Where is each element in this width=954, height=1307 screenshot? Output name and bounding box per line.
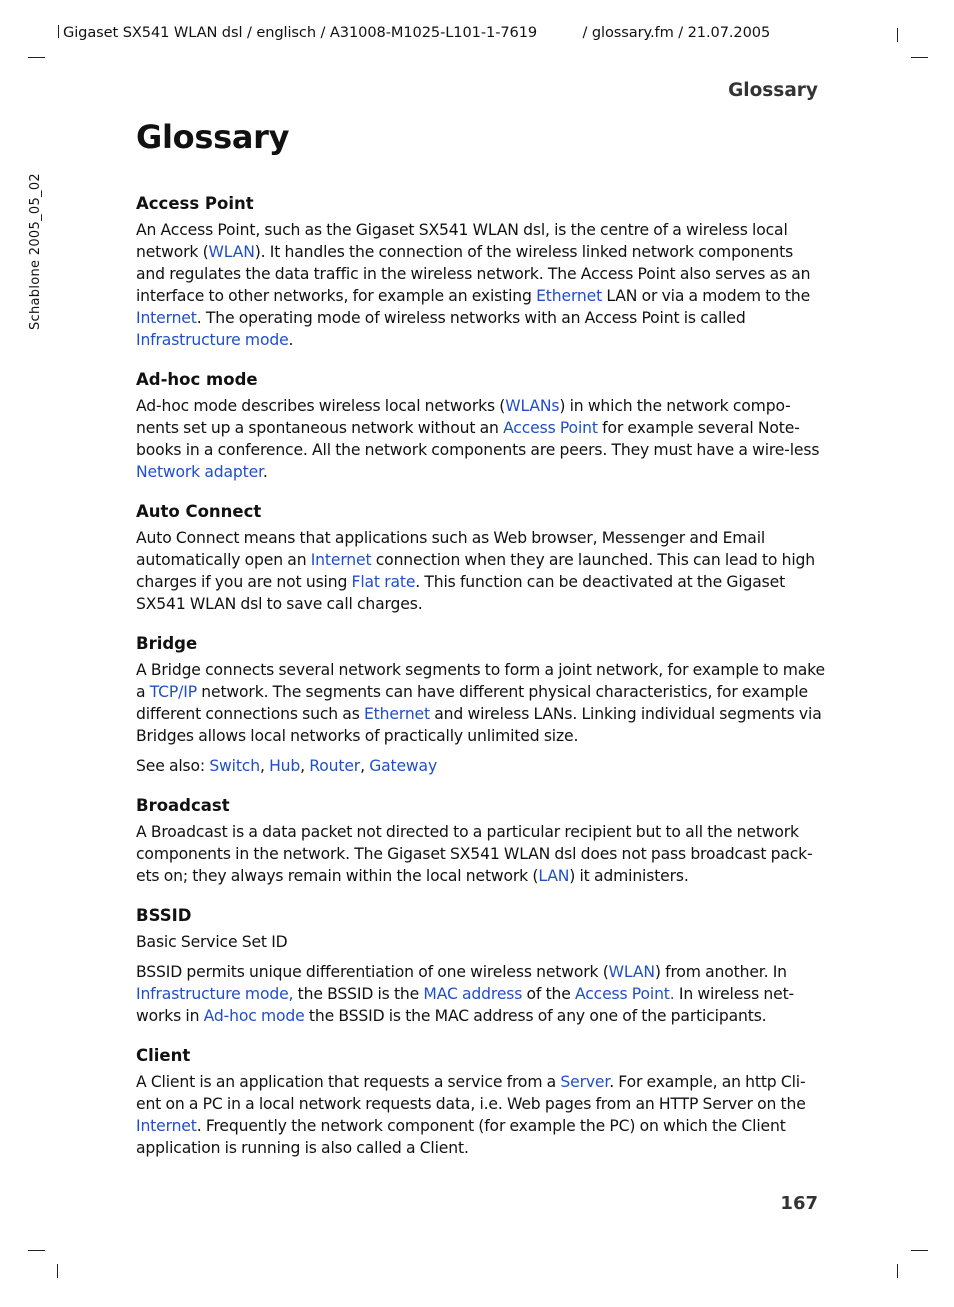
definition-text (136, 931, 826, 953)
crop-mark (911, 57, 928, 58)
running-head: Glossary (728, 80, 818, 101)
cross-reference-link[interactable]: WLAN (608, 963, 655, 981)
page-number: 167 (780, 1193, 818, 1214)
text-run: . Frequently the network component (for example the PC) on which the Client application is running is also called a Client. (136, 1117, 786, 1157)
cross-reference-link[interactable]: WLANs (505, 397, 560, 415)
text-run: the BSSID is the MAC address of any one of the participants. (304, 1007, 767, 1025)
text-run: network. The segments can have different physical characteristics, for example different connections such as (136, 683, 808, 723)
glossary-term: Client (136, 1046, 191, 1065)
crop-mark (897, 28, 898, 42)
text-run: . The operating mode of wireless networks with an Access Point is called (196, 309, 746, 327)
cross-reference-link[interactable]: Access Point. (575, 985, 675, 1003)
definition-text (136, 961, 826, 1027)
glossary-entry (136, 795, 826, 887)
glossary-entry (136, 905, 826, 1027)
text-run: of the (522, 985, 576, 1003)
text-run: See also: (136, 757, 210, 775)
cross-reference-link[interactable]: Access Point (503, 419, 598, 437)
text-run: connection when they are launched. This can lead to high charges if you are not using (136, 551, 816, 591)
cross-reference-link[interactable]: TCP/IP (149, 683, 197, 701)
glossary-term: BSSID (136, 906, 192, 925)
definition-text (136, 527, 826, 615)
cross-reference-link[interactable]: LAN (538, 867, 570, 885)
cross-reference-link[interactable]: Infrastructure mode, (136, 985, 294, 1003)
crop-mark (28, 57, 45, 58)
text-run: LAN or via a modem to the (602, 287, 811, 305)
cross-reference-link[interactable]: Router (309, 757, 361, 775)
cross-reference-link[interactable]: Internet (136, 309, 197, 327)
text-run: Basic Service Set ID (136, 933, 288, 951)
crop-mark (57, 1264, 58, 1278)
text-run: the BSSID is the (293, 985, 424, 1003)
definition-text (136, 755, 826, 777)
text-run: ) it administers. (569, 867, 689, 885)
glossary-term: Access Point (136, 194, 254, 213)
text-run: . This function can be deactivated at the Gigaset SX541 WLAN dsl to save call charges. (136, 573, 786, 613)
glossary-entry (136, 369, 826, 483)
text-run: , (300, 757, 310, 775)
cross-reference-link[interactable]: Network adapter (136, 463, 263, 481)
cross-reference-link[interactable]: Hub (269, 757, 301, 775)
glossary-term: Broadcast (136, 796, 230, 815)
text-run: In wireless net-works in (136, 985, 795, 1025)
text-run: A Client is an application that requests a service from a (136, 1073, 561, 1091)
glossary-entry (136, 633, 826, 777)
text-run: . (288, 331, 294, 349)
text-run: . For example, an http Cli-ent on a PC in a local network requests data, i.e. Web pages from an HTTP Server on the (136, 1073, 806, 1113)
header-doc-info: Gigaset SX541 WLAN dsl / englisch / A31008-M1025-L101-1-7619 (63, 24, 538, 41)
page-title: Glossary (136, 118, 290, 156)
glossary-entry (136, 193, 826, 351)
glossary-entries (136, 193, 826, 1177)
cross-reference-link[interactable]: Ad-hoc mode (203, 1007, 305, 1025)
cross-reference-link[interactable]: Server (560, 1073, 610, 1091)
text-run: BSSID permits unique differentiation of one wireless network ( (136, 963, 609, 981)
cross-reference-link[interactable]: MAC address (423, 985, 523, 1003)
text-run: for example several Note-books in a conference. All the network components are peers. They must have a wire-less (136, 419, 820, 459)
text-run: . (262, 463, 268, 481)
text-run: Ad-hoc mode describes wireless local networks ( (136, 397, 506, 415)
definition-text (136, 219, 826, 351)
cross-reference-link[interactable]: Internet (310, 551, 372, 569)
crop-mark (911, 1250, 928, 1251)
definition-text (136, 821, 826, 887)
text-run: A Broadcast is a data packet not directed to a particular recipient but to all the network components in the network. The Gigaset SX541 WLAN dsl does not pass broadcast pack-ets on; they always remain within the local network ( (136, 823, 813, 885)
cross-reference-link[interactable]: Ethernet (536, 287, 603, 305)
glossary-term: Bridge (136, 634, 198, 653)
cross-reference-link[interactable]: Infrastructure mode (136, 331, 289, 349)
text-run: ) in which the network compo-nents set up a spontaneous network without an (136, 397, 791, 437)
cross-reference-link[interactable]: Flat rate (351, 573, 416, 591)
text-run: , (360, 757, 370, 775)
text-run: ). It handles the connection of the wireless linked network components and regulates the data traffic in the wireless network. The Access Point also serves as an interface to other networks, for example an existing (136, 243, 811, 305)
cross-reference-link[interactable]: Gateway (369, 757, 438, 775)
text-run: and wireless LANs. Linking individual segments via Bridges allows local networks of practically unlimited size. (136, 705, 822, 745)
cross-reference-link[interactable]: Switch (209, 757, 260, 775)
glossary-entry (136, 501, 826, 615)
document-header (58, 24, 770, 41)
header-file-info: / glossary.fm / 21.07.2005 (582, 24, 771, 41)
text-run: A Bridge connects several network segments to form a joint network, for example to make a (136, 661, 825, 701)
glossary-entry (136, 1045, 826, 1159)
crop-mark (28, 1250, 45, 1251)
text-run: , (259, 757, 270, 775)
definition-text (136, 659, 826, 747)
glossary-term: Auto Connect (136, 502, 262, 521)
template-label: Schablone 2005_05_02 (28, 173, 43, 330)
cross-reference-link[interactable]: WLAN (208, 243, 255, 261)
glossary-term: Ad-hoc mode (136, 370, 258, 389)
cross-reference-link[interactable]: Internet (136, 1117, 197, 1135)
text-run: ) from another. In (654, 963, 787, 981)
crop-mark (897, 1264, 898, 1278)
text-run: Auto Connect means that applications such as Web browser, Messenger and Email automatically open an (136, 529, 766, 569)
text-run: An Access Point, such as the Gigaset SX541 WLAN dsl, is the centre of a wireless local network ( (136, 221, 788, 261)
definition-text (136, 1071, 826, 1159)
cross-reference-link[interactable]: Ethernet (363, 705, 430, 723)
definition-text (136, 395, 826, 483)
